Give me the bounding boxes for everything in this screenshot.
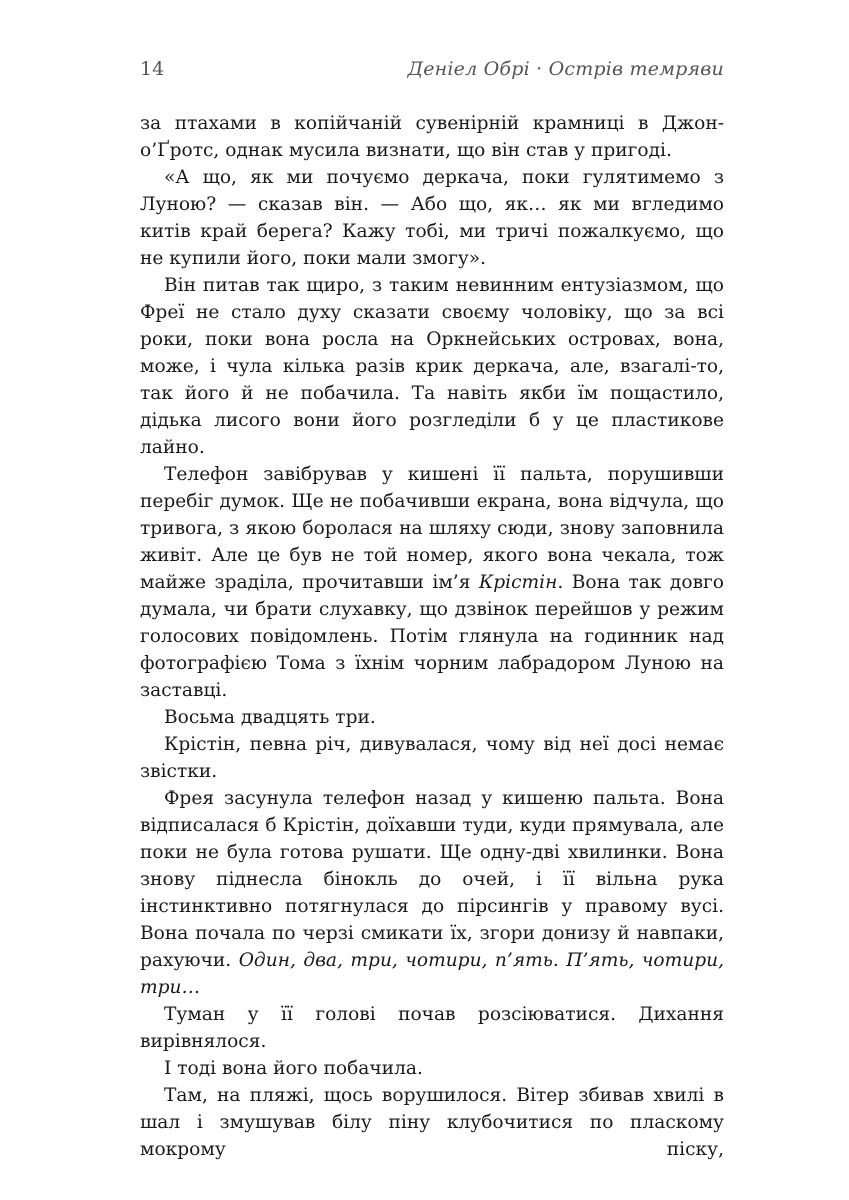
running-title: Деніел Обрі · Острів темряви bbox=[407, 58, 724, 80]
text-segment: Фрея засунула телефон назад у кишеню пальта. Вона відписалася б Крістін, доїхавши туди, куди прямувала, але поки не була готова рушати. Ще одну-дві хвилинки. Вона знову піднесла бінокль до очей, і її вільна рука інстинктивно потягнулася до пірсингів у правому вусі. Вона почала по черзі смикати їх, згори донизу й навпаки, рахуючи. bbox=[140, 788, 724, 971]
text-segment: . Вона так довго думала, чи брати слухавку, що дзвінок перейшов у режим голосових повідомлень. Потім глянула на годинник над фотографією Тома з їхнім чорним лабрадором Луною на заставці. bbox=[140, 572, 724, 701]
text-segment: Там, на пляжі, щось ворушилося. Вітер збивав хвилі в шал і змушував білу піну клубочитися по пласкому мокрому піску, bbox=[140, 1085, 724, 1160]
paragraph bbox=[140, 110, 724, 164]
text-segment: Восьма двадцять три. bbox=[164, 707, 376, 728]
paragraph bbox=[140, 272, 724, 461]
paragraph bbox=[140, 1082, 724, 1163]
text-segment: «А що, як ми почуємо деркача, поки гулятимемо з Луною? — сказав він. — Або що, як… як ми вгледимо китів край берега? Кажу тобі, ми тричі пожалкуємо, що не купили його, поки мали змогу». bbox=[140, 167, 724, 269]
paragraph bbox=[140, 704, 724, 731]
text-segment: Він питав так щиро, з таким невинним ентузіазмом, що Фреї не стало духу сказати своєму чоловіку, що за всі роки, поки вона росла на Оркнейських островах, вона, може, і чула кілька разів крик деркача, але, взагалі-то, так його й не побачила. Та навіть якби їм пощастило, дідька лисого вони його розгледіли б у це пластикове лайно. bbox=[140, 275, 724, 458]
text-segment: І тоді вона його побачила. bbox=[164, 1058, 423, 1079]
paragraph bbox=[140, 785, 724, 1001]
paragraph bbox=[140, 731, 724, 785]
paragraph bbox=[140, 461, 724, 704]
paragraph bbox=[140, 1055, 724, 1082]
paragraph bbox=[140, 1001, 724, 1055]
text-segment: за птахами в копійчаній сувенірній крамниці в Джон-о’Ґротс, однак мусила визнати, що він став у пригоді. bbox=[140, 113, 724, 161]
page-number: 14 bbox=[140, 58, 165, 80]
text-segment: Крістін, певна річ, дивувалася, чому від неї досі немає звістки. bbox=[140, 734, 724, 782]
italic-text: Один, два, три, чотири, п’ять. П’ять, чотири, три… bbox=[140, 950, 725, 998]
italic-text: Крістін bbox=[478, 572, 558, 593]
paragraph bbox=[140, 164, 724, 272]
body-text bbox=[140, 110, 724, 1163]
running-head bbox=[140, 58, 724, 88]
text-segment: Телефон завібрував у кишені її пальта, порушивши перебіг думок. Ще не побачивши екрана, вона відчула, що тривога, з якою боролася на шляху сюди, знову заповнила живіт. Але це був не той номер, якого вона чекала, тож майже зраділа, прочитавши ім’я bbox=[140, 464, 724, 593]
text-segment: Туман у її голові почав розсіюватися. Дихання вирівнялося. bbox=[140, 1004, 724, 1052]
